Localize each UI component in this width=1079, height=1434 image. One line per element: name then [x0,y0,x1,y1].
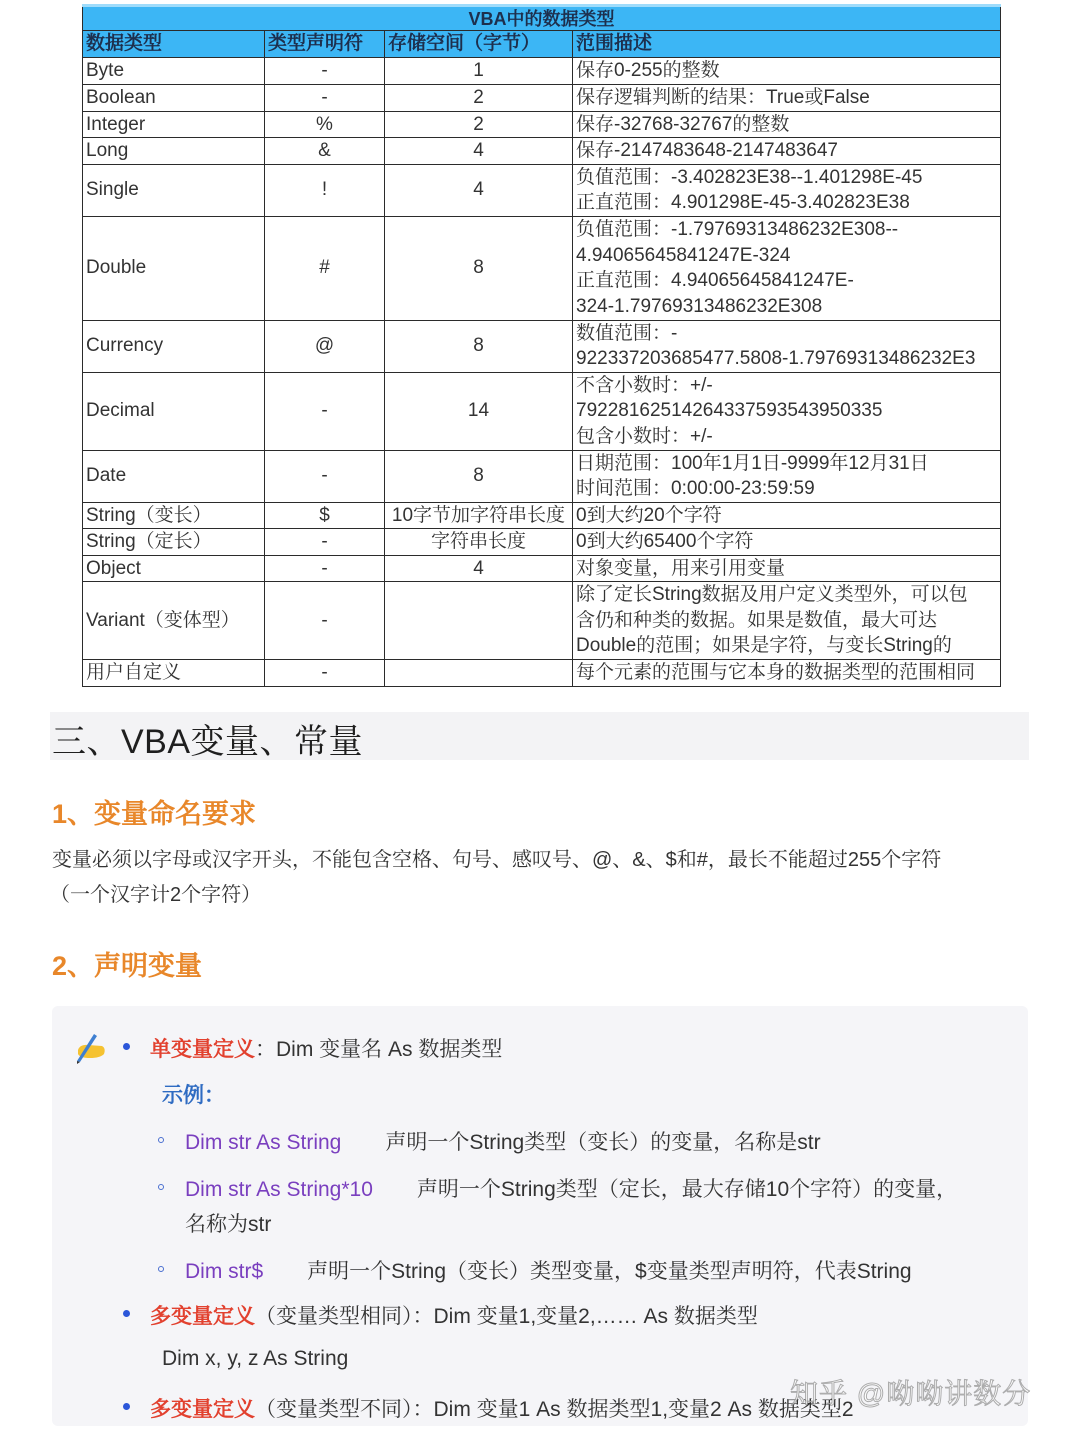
table-row [83,450,1001,502]
cell-type-symbol: - [265,85,385,112]
cell-range-desc [573,502,1001,529]
cell-range-desc [573,164,1001,216]
range-desc-line: 922337203685477.5808-1.79769313486232E3 [576,348,976,369]
zhihu-watermark: 知乎 @呦呦讲数分 [790,1378,1032,1409]
bullet-icon [123,1043,130,1050]
cell-data-type: Double [83,216,265,320]
range-desc-line: 4.94065645841247E-324 [576,244,791,266]
multi-var-diff-type [150,1393,854,1423]
bullet-icon [123,1310,130,1317]
example-code: Dim str As String [185,1131,342,1154]
cell-range-desc [573,660,1001,687]
table-row [83,555,1001,582]
single-var-syntax: ：Dim 变量名 As 数据类型 [255,1038,503,1061]
cell-storage-size: 10字节加字符串长度 [385,502,573,529]
cell-storage-size: 8 [385,450,573,502]
cell-storage-size [385,582,573,660]
sub-bullet-icon [158,1137,164,1143]
range-desc-line: 除了定长String数据及用户定义类型外，可以包 [576,584,968,606]
cell-type-symbol: # [265,216,385,320]
table-row [83,216,1001,320]
cell-type-symbol: - [265,450,385,502]
range-desc-line: Double的范围；如果是字符，与变长String的 [576,635,952,657]
cell-type-symbol: - [265,58,385,85]
cell-data-type: Boolean [83,85,265,112]
range-desc-line: 正直范围：4.94065645841247E- [576,270,854,291]
cell-storage-size: 字符串长度 [385,529,573,556]
example-code: Dim str$ [185,1260,264,1283]
range-desc-line: 日期范围：100年1月1日-9999年12月31日 [576,452,929,474]
table-row [83,320,1001,372]
cell-data-type: Currency [83,320,265,372]
cell-type-symbol: - [265,372,385,450]
single-var-definition [150,1033,502,1063]
range-desc-line: 时间范围：0:00:00-23:59:59 [576,478,815,499]
cell-storage-size [385,660,573,687]
table-row [83,502,1001,529]
cell-data-type: Byte [83,58,265,85]
range-desc-line: 包含小数时：+/- [576,425,713,447]
bullet-icon [123,1403,130,1410]
header-storage-size: 存储空间（字节） [385,31,573,58]
cell-range-desc [573,111,1001,138]
cell-data-type: Long [83,138,265,165]
table-row [83,660,1001,687]
cell-data-type: Object [83,555,265,582]
range-desc-line: 0到大约20个字符 [576,504,722,526]
cell-type-symbol: % [265,111,385,138]
example-label: 示例： [162,1084,225,1107]
cell-storage-size: 4 [385,555,573,582]
multi-var-label: 多变量定义 [150,1398,255,1421]
range-desc-line: 保存逻辑判断的结果：True或False [576,87,870,108]
cell-type-symbol: & [265,138,385,165]
cell-type-symbol: - [265,582,385,660]
cell-data-type: String（定长） [83,529,265,556]
cell-type-symbol: ! [265,164,385,216]
header-range-desc: 范围描述 [573,31,1001,58]
cell-type-symbol: - [265,555,385,582]
range-desc-line: 负值范围：-1.79769313486232E308-- [576,219,899,240]
multi-var-syntax: （变量类型不同）：Dim 变量1 As 数据类型1,变量2 As 数据类型2 [255,1398,854,1421]
cell-range-desc [573,216,1001,320]
range-desc-line: 不含小数时：+/- [576,374,713,396]
cell-storage-size: 14 [385,372,573,450]
subheading-naming-rules: 1、变量命名要求 [52,799,257,829]
example-desc: 声明一个String（变长）类型变量，$变量类型声明符，代表String [307,1260,912,1283]
header-type-symbol: 类型声明符 [265,31,385,58]
range-desc-line: 数值范围：- [576,322,678,344]
example-code: Dim str As String*10 [185,1178,373,1201]
subheading-declare-variables: 2、声明变量 [52,951,203,981]
range-desc-line: 负值范围：-3.402823E38--1.401298E-45 [576,166,923,188]
single-var-label: 单变量定义 [150,1038,255,1061]
cell-storage-size: 1 [385,58,573,85]
range-desc-line: 正直范围：4.901298E-45-3.402823E38 [576,192,910,213]
writing-hand-icon [72,1030,108,1064]
multi-var-example: Dim x, y, z As String [162,1347,349,1370]
cell-range-desc [573,58,1001,85]
cell-range-desc [573,529,1001,556]
range-desc-line: 保存-32768-32767的整数 [576,113,790,135]
range-desc-line: 对象变量，用来引用变量 [576,557,786,579]
vba-data-types-table [82,4,1001,687]
cell-data-type: Decimal [83,372,265,450]
table-row [83,529,1001,556]
table-row [83,372,1001,450]
table-row [83,582,1001,660]
table-row [83,58,1001,85]
cell-type-symbol: - [265,660,385,687]
cell-data-type: Date [83,450,265,502]
cell-data-type: Single [83,164,265,216]
cell-type-symbol: - [265,529,385,556]
naming-rules-text-line2: （一个汉字计2个字符） [50,884,262,906]
range-desc-line: 保存0-255的整数 [576,60,720,82]
cell-storage-size: 2 [385,111,573,138]
cell-data-type: 用户自定义 [83,660,265,687]
table-row [83,138,1001,165]
range-desc-line: 324-1.79769313486232E308 [576,295,823,317]
range-desc-line: 保存-2147483648-2147483647 [576,140,838,161]
range-desc-line: 79228162514264337593543950335 [576,400,883,422]
cell-storage-size: 4 [385,138,573,165]
cell-storage-size: 2 [385,85,573,112]
multi-var-label: 多变量定义 [150,1305,255,1328]
table-title: VBA中的数据类型 [83,6,1001,31]
cell-data-type: Integer [83,111,265,138]
range-desc-line: 0到大约65400个字符 [576,531,754,552]
cell-range-desc [573,138,1001,165]
range-desc-line: 每个元素的范围与它本身的数据类型的范围相同 [576,662,976,683]
cell-storage-size: 8 [385,320,573,372]
example-item-2 [185,1173,957,1203]
cell-range-desc [573,372,1001,450]
cell-data-type: String（变长） [83,502,265,529]
cell-storage-size: 4 [385,164,573,216]
naming-rules-text-line1: 变量必须以字母或汉字开头，不能包含空格、句号、感叹号、@、&、$和#，最长不能超过255个字符 [52,849,942,871]
cell-range-desc [573,555,1001,582]
cell-storage-size: 8 [385,216,573,320]
example-desc: 声明一个String类型（变长）的变量，名称是str [385,1131,821,1154]
table-row [83,111,1001,138]
example-desc: 声明一个String类型（定长，最大存储10个字符）的变量， [416,1178,958,1201]
cell-type-symbol: @ [265,320,385,372]
cell-type-symbol: $ [265,502,385,529]
sub-bullet-icon [158,1266,164,1272]
section-heading: 三、VBA变量、常量 [52,723,364,761]
cell-range-desc [573,450,1001,502]
example-desc-continued: 名称为str [185,1213,272,1236]
table-row [83,85,1001,112]
header-data-type: 数据类型 [83,31,265,58]
multi-var-syntax: （变量类型相同）：Dim 变量1,变量2,…… As 数据类型 [255,1305,758,1328]
cell-range-desc [573,320,1001,372]
cell-range-desc [573,85,1001,112]
table-row [83,164,1001,216]
cell-range-desc [573,582,1001,660]
sub-bullet-icon [158,1184,164,1190]
example-item-1 [185,1126,821,1156]
range-desc-line: 含仍和种类的数据。如果是数值，最大可达 [576,609,938,631]
cell-data-type: Variant（变体型） [83,582,265,660]
example-item-3 [185,1255,912,1285]
multi-var-same-type [150,1300,758,1330]
